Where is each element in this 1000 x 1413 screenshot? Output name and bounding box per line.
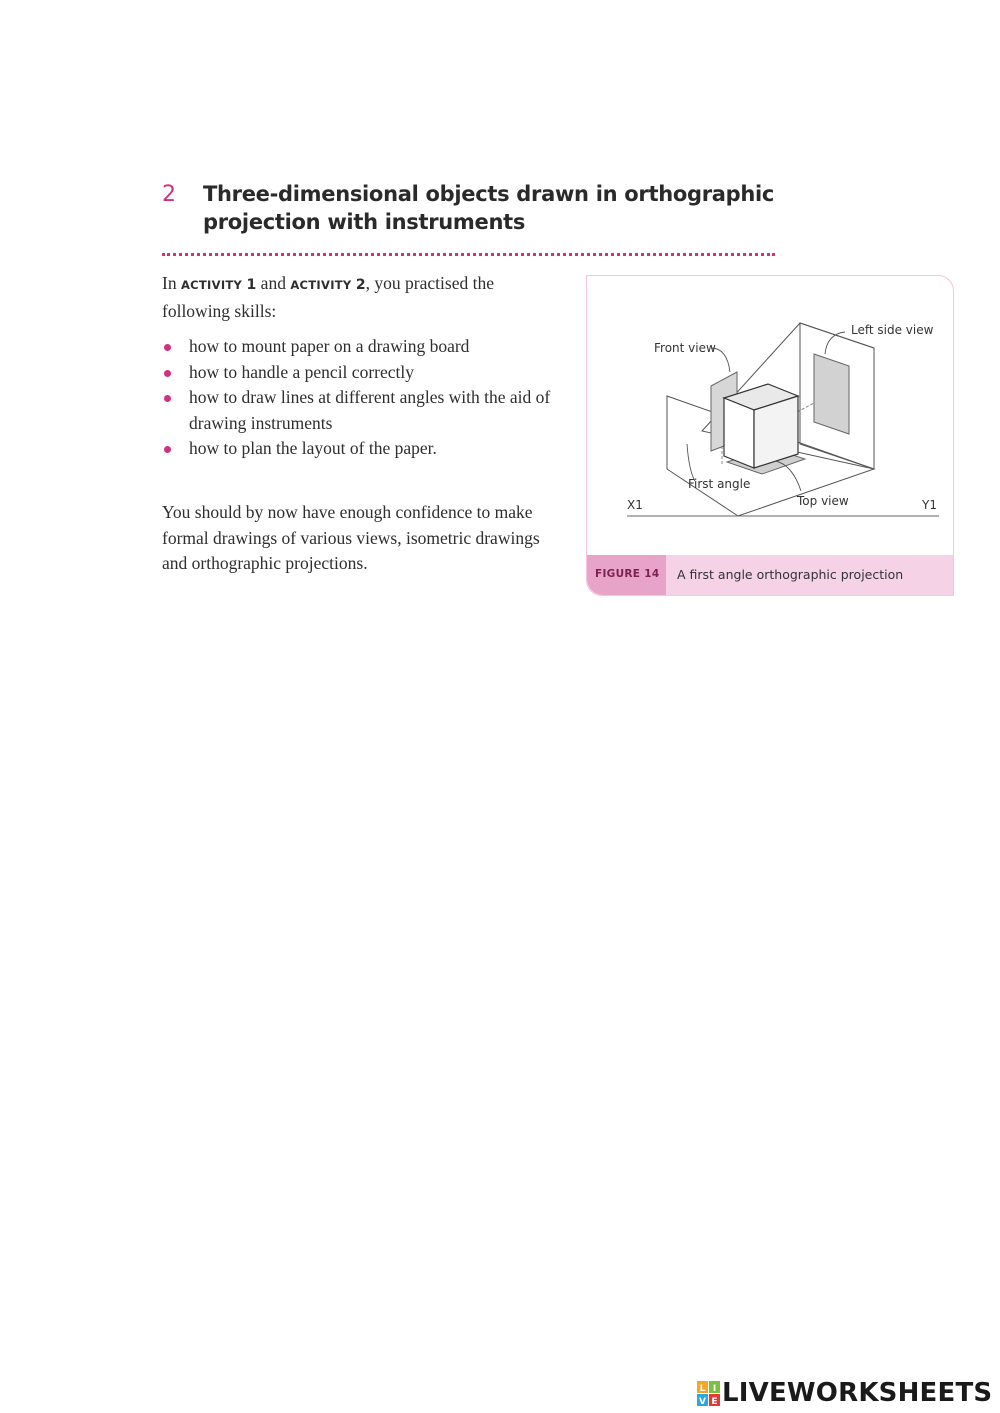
top-view-label: Top view xyxy=(797,494,849,508)
left-side-view-leader xyxy=(825,332,845,354)
skill-text: how to handle a pencil correctly xyxy=(189,361,414,382)
intro-and: and xyxy=(256,273,291,293)
figure-number: FIGURE 14 xyxy=(595,568,660,580)
dotted-divider xyxy=(162,253,775,256)
svg-text:E: E xyxy=(711,1397,718,1407)
figure-14 xyxy=(586,275,954,596)
closing-paragraph: You should by now have enough confidence to make formal drawings of various views, isometric drawings and orthographic projections. xyxy=(162,502,540,573)
skill-text: how to plan the layout of the paper. xyxy=(189,438,437,458)
svg-text:V: V xyxy=(699,1397,706,1407)
activity1-number: 1 xyxy=(246,277,257,293)
intro-paragraph xyxy=(162,271,562,324)
bullet-icon xyxy=(164,446,171,453)
left-side-view-label: Left side view xyxy=(851,323,934,337)
section-title: Three-dimensional objects drawn in orthographic projection with instruments xyxy=(203,182,775,234)
y1-label: Y1 xyxy=(922,498,937,512)
list-item xyxy=(162,385,562,436)
left-side-view-projection xyxy=(814,354,849,434)
activity1-link-word: ACTIVITY xyxy=(180,278,243,292)
first-angle-leader xyxy=(687,444,695,481)
skill-text: how to draw lines at different angles with the aid of drawing instruments xyxy=(189,387,551,433)
bullet-icon xyxy=(164,395,171,402)
skills-list xyxy=(162,334,562,462)
list-item xyxy=(162,436,562,462)
list-item xyxy=(162,334,562,360)
orthographic-projection-diagram xyxy=(587,276,953,556)
bullet-icon xyxy=(164,370,171,377)
front-view-label: Front view xyxy=(654,341,716,355)
brand-name: LIVEWORKSHEETS xyxy=(722,1378,993,1408)
bullet-icon xyxy=(164,344,171,351)
x1-label: X1 xyxy=(627,498,643,512)
figure-caption-bar xyxy=(587,555,953,595)
liveworksheets-logo-icon xyxy=(697,1381,721,1407)
svg-text:I: I xyxy=(712,1384,717,1394)
activity2-link-word: ACTIVITY xyxy=(290,278,352,292)
cube-front-face xyxy=(724,398,754,468)
activity2-number: 2 xyxy=(355,277,366,293)
figure-caption: A first angle orthographic projection xyxy=(677,567,904,582)
section-number: 2 xyxy=(162,182,176,207)
intro-suffix: , you practised the following skills: xyxy=(162,273,494,321)
skill-text: how to mount paper on a drawing board xyxy=(189,336,470,356)
svg-text:L: L xyxy=(699,1384,706,1394)
list-item xyxy=(162,360,562,386)
figure-number-tag xyxy=(587,555,666,595)
intro-prefix: In xyxy=(162,273,181,293)
first-angle-label: First angle xyxy=(688,477,751,491)
